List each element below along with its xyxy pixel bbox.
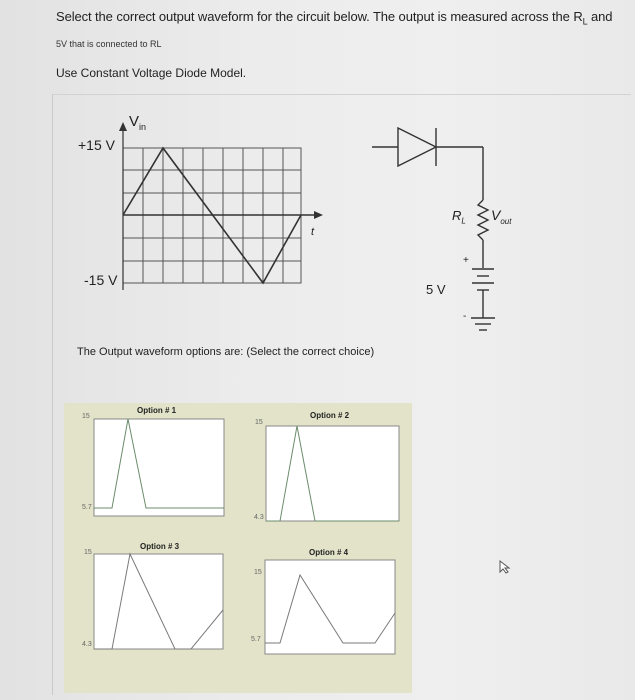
option-4-title: Option # 4 xyxy=(309,548,349,557)
question-text-tail: and xyxy=(587,9,613,24)
option-1-bottom-tick: 5.7 xyxy=(82,504,92,511)
vin-label: $V_{in}$ xyxy=(129,113,147,132)
option-2-bottom-tick: 4.3 xyxy=(254,514,264,521)
plus-sign: + xyxy=(463,255,469,266)
t-axis-label: t xyxy=(311,226,315,238)
question-text: Select the correct output waveform for the circuit below. The output is measured across the R xyxy=(56,9,583,24)
neg-15v-label: -15 V xyxy=(84,272,118,288)
question-rl-subscript: L xyxy=(582,16,588,27)
options-prompt: The Output waveform options are: (Select the correct choice) xyxy=(77,346,375,358)
option-4-graph[interactable] xyxy=(265,560,395,654)
option-3-title: Option # 3 xyxy=(140,542,180,551)
mouse-cursor-icon xyxy=(498,560,512,574)
option-4-top-tick: 15 xyxy=(254,569,262,576)
question-line-2: 5V that is connected to RL xyxy=(56,39,162,49)
option-2-title: Option # 2 xyxy=(310,411,350,420)
option-3-top-tick: 15 xyxy=(84,549,92,556)
option-1-title: Option # 1 xyxy=(137,406,177,415)
pos-15v-label: +15 V xyxy=(78,137,115,153)
rl-label: $R_L$ xyxy=(452,208,466,226)
question-line-3: Use Constant Voltage Diode Model. xyxy=(56,66,247,80)
option-2-top-tick: 15 xyxy=(255,419,263,426)
option-4-bottom-tick: 5.7 xyxy=(251,636,261,643)
vout-label: $V_{out}$ xyxy=(491,207,512,226)
option-3-bottom-tick: 4.3 xyxy=(82,641,92,648)
option-2-graph[interactable] xyxy=(266,426,399,521)
minus-sign: - xyxy=(463,311,467,322)
option-1-top-tick: 15 xyxy=(82,413,90,420)
option-3-graph[interactable] xyxy=(94,554,223,649)
source-5v-label: 5 V xyxy=(426,282,446,297)
option-1-graph[interactable] xyxy=(94,419,224,516)
